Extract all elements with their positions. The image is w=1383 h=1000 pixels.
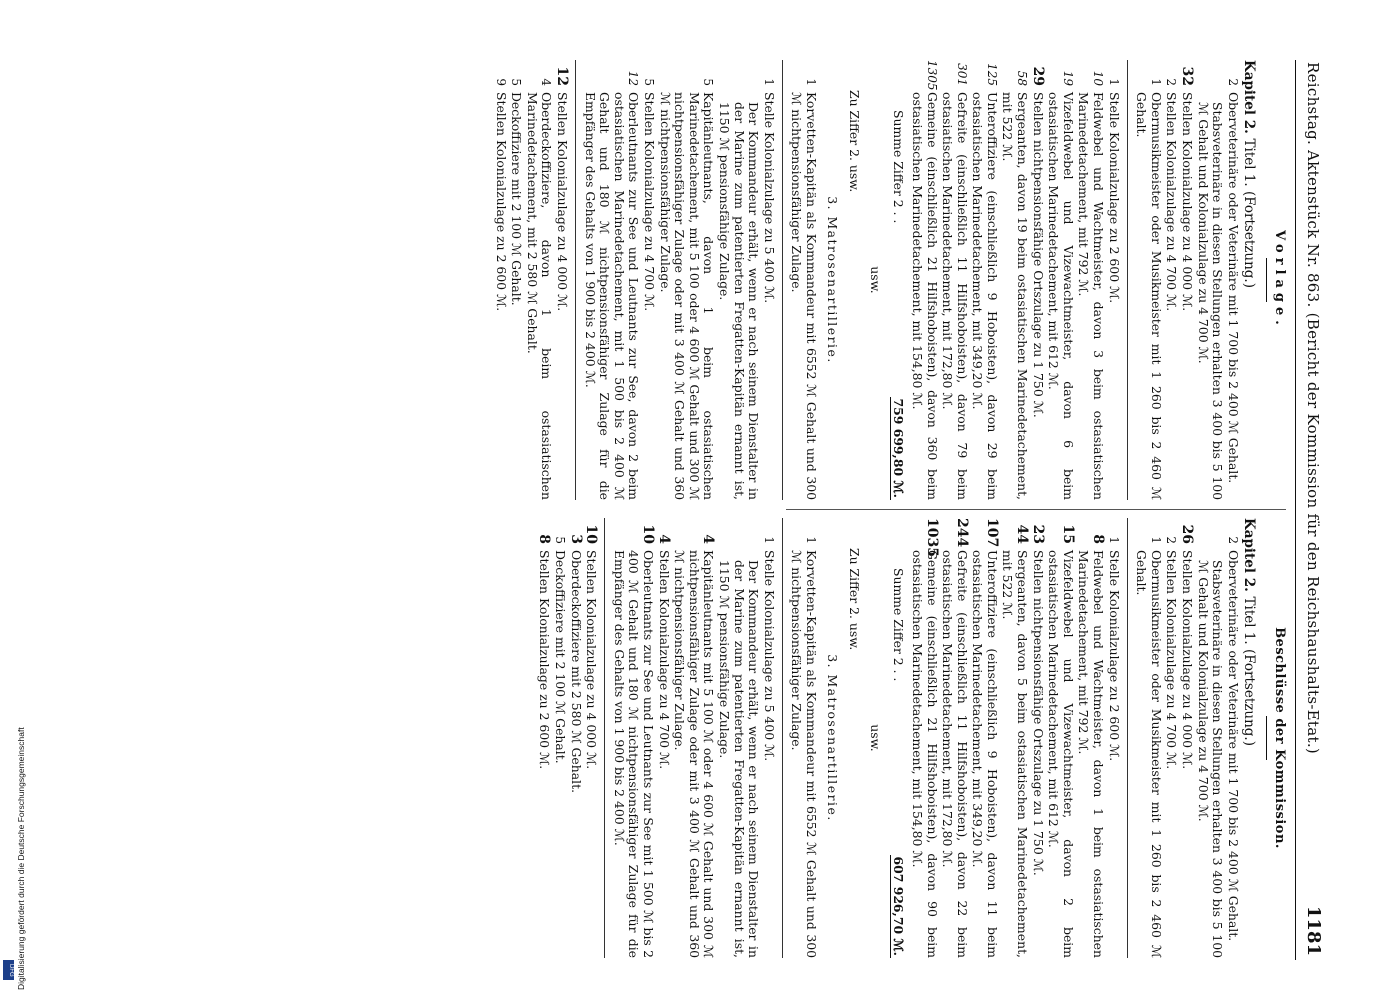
list-item: Der Kommandeur erhält, wenn er nach seinem Dienstalter in der Marine zum patentierten Fregatten-Kapitän ernannt ist, 1150 ℳ pensionsfähige Zulage. <box>717 560 762 958</box>
list-item: 4 Oberdeckoffiziere, davon 1 beim ostasiatischen Marinedetachement, mit 2 580 ℳ Gehalt. <box>524 78 555 500</box>
list-item: 10 Oberleutnants zur See und Leutnants zur See mit 1 500 ℳ bis 2 400 ℳ Gehalt und 180 ℳ nichtpensionsfähiger Zulage für die Empfänger des Gehalts von 1 900 bis 2 400 ℳ. <box>611 524 657 958</box>
page-number: 1181 <box>1303 905 1324 956</box>
list-item: 4 Kapitänleutnants mit 5 100 ℳ oder 4 600 ℳ Gehalt und 300 ℳ nichtpensionsfähiger Zulage oder mit 3 400 ℳ Gehalt und 360 ℳ nichtpensionsfähiger Zulage. <box>672 534 717 958</box>
list-item: 9 Stellen Kolonialzulage zu 2 600 ℳ. <box>493 78 509 312</box>
list-item: 1 Korvetten-Kapitän als Kommandeur mit 6552 ℳ Gehalt und 300 ℳ nichtpensionsfähiger Zulage. <box>789 78 819 500</box>
usw-text: usw. <box>867 724 883 752</box>
kapitel-label: Kapitel 2. <box>1241 60 1258 134</box>
list-item: 5 Deckoffiziere mit 2 100 ℳ Gehalt. <box>553 536 569 764</box>
list-item: 3 Oberdeckoffiziere mit 2 580 ℳ Gehalt. <box>567 534 584 794</box>
list-item: 1 Stelle Kolonialzulage zu 5 400 ℳ. <box>761 536 777 762</box>
list-item: 12 Oberleutnants zur See und Leutnants zur See, davon 2 beim ostasiatischen Marinedetachement, mit 1 500 bis 2 400 ℳ Gehalt und 180 ℳ nichtpensionsfähiger Zulage für die Empfänger des Gehalts von 1 900 bis 2 400 ℳ. <box>582 70 642 500</box>
column-heading-beschluesse: Beschlüsse der Kommission. <box>1272 627 1287 849</box>
list-item: 12 Stellen Kolonialzulage zu 4 000 ℳ. <box>554 66 571 312</box>
sum-value: 607 926,70 ℳ. <box>891 856 907 956</box>
rule <box>604 518 605 958</box>
list-item: 244 Gefreite (einschließlich 11 Hilfshoboisten), davon 22 beim ostasiatischen Marinedetachement, mit 172,80 ℳ. <box>940 518 970 958</box>
section-heading: 3. Matrosenartillerie. <box>824 196 840 364</box>
list-item: 2 Oberveterinäre oder Veterinäre mit 1 700 bis 2 400 ℳ Gehalt. <box>1225 536 1241 942</box>
list-item: 2 Stellen Kolonialzulage zu 4 700 ℳ. <box>1164 536 1180 770</box>
list-item: 5 Kapitänleutnants, davon 1 beim ostasiatischen Marinedetachement, mit 5 100 oder 4 600 ℳ Gehalt und 300 ℳ nichtpensionsfähiger Zulage oder mit 3 400 ℳ Gehalt und 360 ℳ nichtpensionsfähiger Zulage. <box>657 78 717 500</box>
usw-text: usw. <box>867 266 883 294</box>
kapitel-line <box>1242 60 1257 500</box>
list-item: 1 Stelle Kolonialzulage zu 2 600 ℳ. <box>1106 536 1122 762</box>
page-header <box>1295 60 1330 960</box>
digitization-footer <box>2 590 26 990</box>
rule <box>1127 518 1128 958</box>
list-item: 1 Obermusikmeister oder Musikmeister mit 1 260 bis 2 460 ℳ Gehalt. <box>1134 78 1164 500</box>
list-item: 1 Obermusikmeister oder Musikmeister mit 1 260 bis 2 460 ℳ Gehalt. <box>1134 536 1164 958</box>
list-item: 1 Stelle Kolonialzulage zu 2 600 ℳ. <box>1106 78 1122 304</box>
list-item: 26 Stellen Kolonialzulage zu 4 000 ℳ. <box>1179 524 1196 770</box>
list-item: 58 Sergeanten, davon 19 beim ostasiatischen Marinedetachement, mit 522 ℳ. <box>1000 70 1031 500</box>
dfg-logo: DFG <box>3 960 14 980</box>
list-item: 10 Stellen Kolonialzulage zu 4 000 ℳ. <box>583 524 600 770</box>
list-item: 5 Stellen Kolonialzulage zu 4 700 ℳ. <box>642 78 658 312</box>
list-item: 23 Stellen nichtpensionsfähige Ortszulage zu 1 750 ℳ. <box>1029 524 1046 876</box>
list-item: 5 Deckoffiziere mit 2 100 ℳ Gehalt. <box>509 78 525 306</box>
list-item: 10 Feldwebel und Wachtmeister, davon 3 beim ostasiatischen Marinedetachement, mit 792 ℳ. <box>1076 70 1107 500</box>
list-item: 8 Stellen Kolonialzulage zu 2 600 ℳ. <box>536 534 553 770</box>
titel-label: Titel 1. (Fortsetzung.) <box>1241 138 1258 288</box>
column-divider <box>786 509 1286 510</box>
list-item: 19 Vizefeldwebel und Vizewachtmeister, davon 6 beim ostasiatischen Marinedetachement, mit 612 ℳ. <box>1046 70 1076 500</box>
rule <box>782 518 783 958</box>
list-item: 1 Korvetten-Kapitän als Kommandeur mit 6552 ℳ Gehalt und 300 ℳ nichtpensionsfähiger Zulage. <box>789 536 819 958</box>
sum-value: 759 699,80 ℳ. <box>891 398 907 498</box>
rule <box>782 60 783 500</box>
list-item: 44 Sergeanten, davon 5 beim ostasiatischen Marinedetachement, mit 522 ℳ. <box>1000 524 1031 958</box>
list-item: 2 Oberveterinäre oder Veterinäre mit 1 700 bis 2 400 ℳ Gehalt. <box>1225 78 1241 484</box>
list-item: 107 Unteroffiziere (einschließlich 9 Hoboisten), davon 11 beim ostasiatischen Marinedetachement, mit 349,20 ℳ. <box>970 518 1000 958</box>
sum-label: Summe Ziffer 2 . . <box>891 110 907 224</box>
kapitel-label: Kapitel 2. <box>1241 518 1258 592</box>
section-heading: 3. Matrosenartillerie. <box>824 654 840 822</box>
list-item: 15 Vizefeldwebel und Vizewachtmeister, davon 2 beim ostasiatischen Marinedetachement, mit 612 ℳ. <box>1046 524 1076 958</box>
list-item: 32 Stellen Kolonialzulage zu 4 000 ℳ. <box>1179 66 1196 312</box>
zu-ziffer-text: Zu Ziffer 2. usw. <box>847 548 863 651</box>
sum-line <box>890 518 906 958</box>
zu-ziffer-text: Zu Ziffer 2. usw. <box>847 90 863 193</box>
page-header-title: Reichstag. Aktenstück Nr. 863. (Bericht der Kommission für den Reichshaushalts-Etat.) <box>1304 62 1322 755</box>
kapitel-line <box>1242 518 1257 958</box>
list-item: Der Kommandeur erhält, wenn er nach seinem Dienstalter in der Marine zum patentierten Fregatten-Kapitän ernannt ist, 1150 ℳ pensionsfähige Zulage. <box>717 102 762 500</box>
column-heading-vorlage: Vorlage. <box>1272 230 1287 330</box>
titel-label: Titel 1. (Fortsetzung.) <box>1241 596 1258 746</box>
rotated-page <box>80 60 1330 960</box>
list-item: 1035 Gemeine (einschließlich 21 Hilfshoboisten), davon 90 beim ostasiatischen Marinedetachement, mit 154,80 ℳ. <box>909 518 940 958</box>
list-item: 125 Unteroffiziere (einschließlich 9 Hoboisten), davon 29 beim ostasiatischen Marinedetachement, mit 349,20 ℳ. <box>970 63 1000 500</box>
sum-label: Summe Ziffer 2 . . <box>891 568 907 682</box>
list-item: 4 Stellen Kolonialzulage zu 4 700 ℳ. <box>655 534 672 770</box>
list-item: 29 Stellen nichtpensionsfähige Ortszulage zu 1 750 ℳ. <box>1029 66 1046 418</box>
list-item: 1305 Gemeine (einschließlich 21 Hilfshoboisten), davon 360 beim ostasiatischen Marinedetachement, mit 154,80 ℳ. <box>909 60 940 500</box>
footer-text: Digitalisierung gefördert durch die Deutsche Forschungsgemeinschaft <box>16 727 26 990</box>
list-item: Stabsveterinäre in diesen Stellungen erhalten 3 400 bis 5 100 ℳ Gehalt und Kolonialzulage zu 4 700 ℳ. <box>1195 560 1226 958</box>
column-vorlage <box>492 60 1286 500</box>
sum-line <box>890 60 906 500</box>
column-beschluesse <box>536 518 1286 958</box>
list-item: 8 Feldwebel und Wachtmeister, davon 1 beim ostasiatischen Marinedetachement, mit 792 ℳ. <box>1076 534 1107 958</box>
heading-rule <box>1266 716 1267 760</box>
list-item: Stabsveterinäre in diesen Stellungen erhalten 3 400 bis 5 100 ℳ Gehalt und Kolonialzulage zu 4 700 ℳ. <box>1195 102 1226 500</box>
list-item: 2 Stellen Kolonialzulage zu 4 700 ℳ. <box>1164 78 1180 312</box>
list-item: 301 Gefreite (einschließlich 11 Hilfshoboisten), davon 79 beim ostasiatischen Marinedetachement, mit 172,80 ℳ. <box>940 63 970 500</box>
list-item: 1 Stelle Kolonialzulage zu 5 400 ℳ. <box>761 78 777 304</box>
rule <box>575 60 576 500</box>
heading-rule <box>1266 258 1267 302</box>
rule <box>1127 60 1128 500</box>
